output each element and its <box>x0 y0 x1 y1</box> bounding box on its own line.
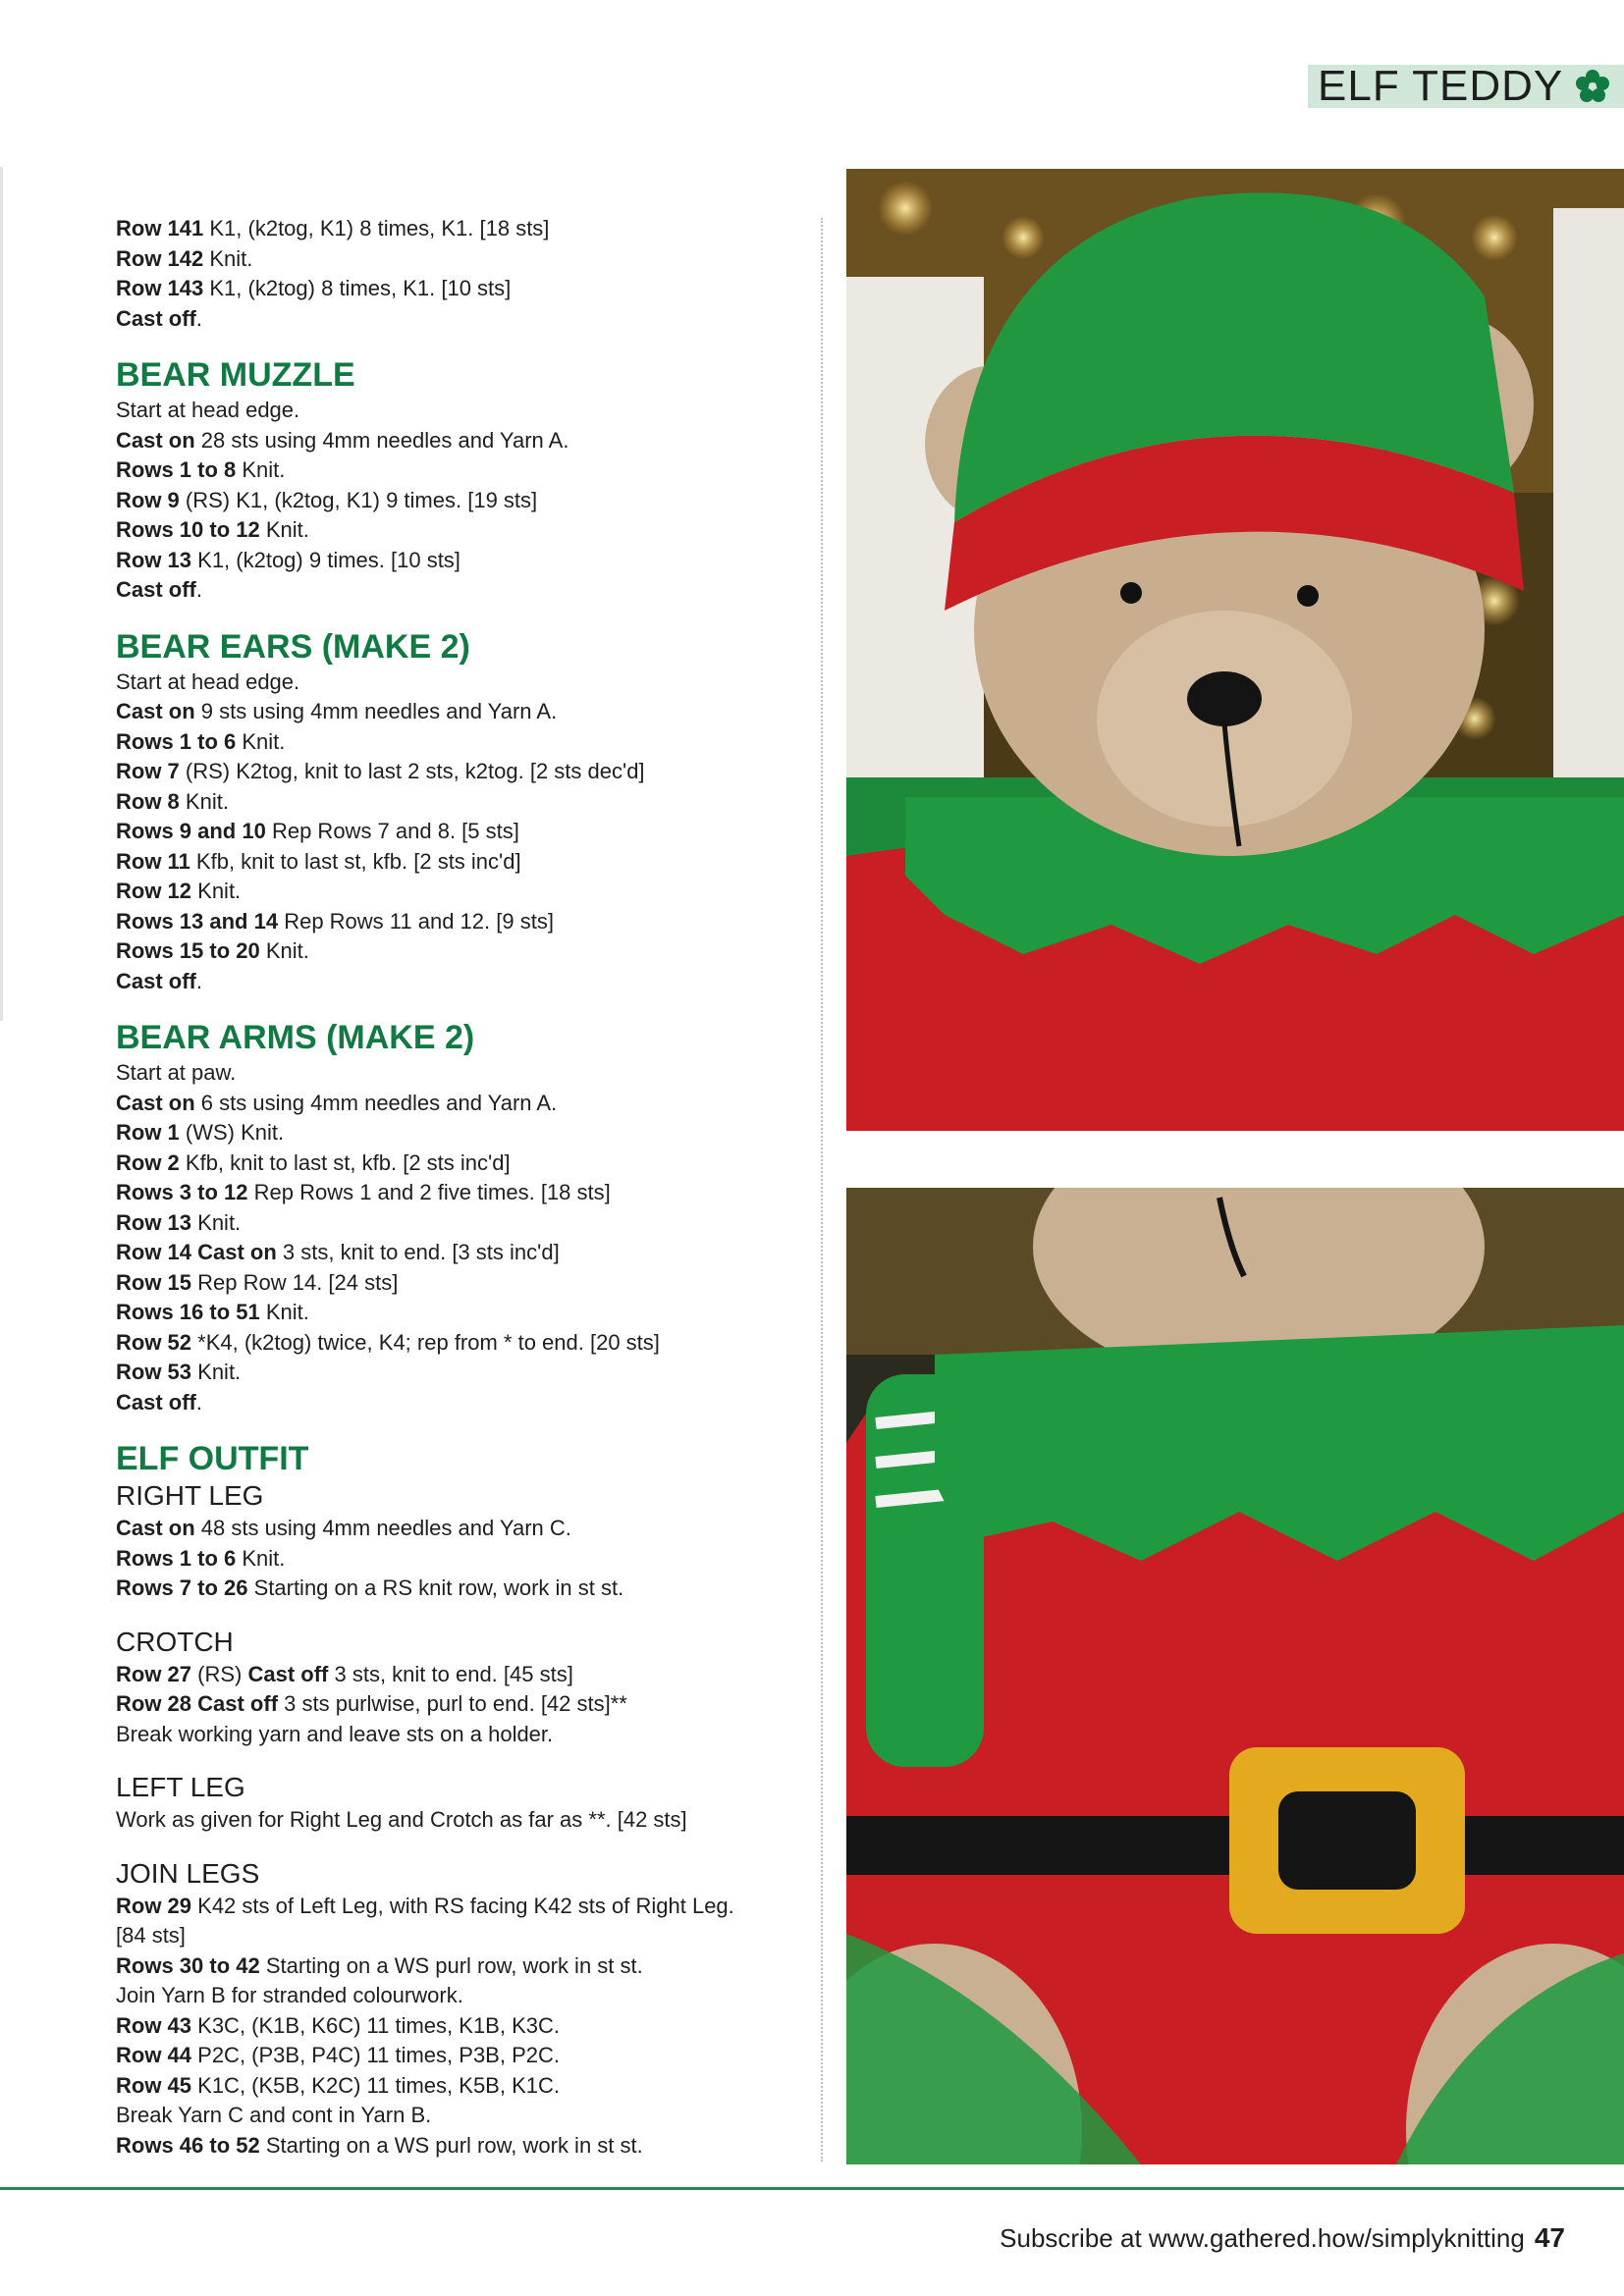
instruction-line <box>116 1805 803 1836</box>
page-number: 47 <box>1534 2222 1565 2253</box>
instruction-text: Starting on a WS purl row, work in st st. <box>259 1952 643 1978</box>
instruction-text: Kfb, knit to last st, kfb. [2 sts inc'd] <box>179 1149 511 1175</box>
instruction-text: 3 sts, knit to end. [45 sts] <box>328 1661 573 1686</box>
row-label: Row 142 <box>116 245 204 271</box>
instruction-line <box>116 515 803 546</box>
instruction-text: Knit. <box>236 1545 286 1571</box>
instruction-text: Knit. <box>259 517 309 542</box>
instruction-line <box>116 1298 803 1328</box>
instruction-line <box>116 1720 803 1750</box>
instruction-line <box>116 757 803 787</box>
row-label: Rows 7 to 26 <box>116 1575 248 1600</box>
section-title: BEAR ARMS (MAKE 2) <box>116 1019 475 1056</box>
row-label: Cast on <box>116 1090 195 1115</box>
row-label: Rows 3 to 12 <box>116 1180 248 1204</box>
instruction-line <box>116 2071 803 2102</box>
section-subtitle: CROTCH <box>116 1626 234 1657</box>
instruction-line <box>116 2101 803 2131</box>
section-elf-outfit <box>116 1439 803 1604</box>
section-bear-arms <box>116 1018 803 1417</box>
row-label: Row 11 <box>116 848 190 874</box>
instruction-line <box>116 1118 803 1148</box>
instruction-line <box>116 1178 803 1208</box>
row-label: Rows 13 and 14 <box>116 908 279 934</box>
instruction-line <box>116 1660 803 1690</box>
row-label: Row 141 <box>116 216 204 240</box>
instruction-line <box>116 1148 803 1179</box>
row-label: Cast off <box>116 305 196 331</box>
row-label: Row 45 <box>116 2072 192 2098</box>
section-head-end <box>116 214 803 334</box>
instruction-text: Break working yarn and leave sts on a holder. <box>116 1721 554 1746</box>
instruction-line <box>116 967 803 997</box>
instruction-text: *K4, (k2tog) twice, K4; rep from * to end. [20 sts] <box>191 1329 660 1355</box>
instruction-line <box>116 396 803 426</box>
instruction-text: Rep Rows 1 and 2 five times. [18 sts] <box>247 1180 611 1204</box>
clover-icon <box>1573 67 1612 106</box>
instruction-text: . <box>195 305 203 331</box>
instruction-text: 3 sts, knit to end. [3 sts inc'd] <box>276 1240 560 1264</box>
row-label: Row 2 <box>116 1149 180 1175</box>
row-label: Row 29 <box>116 1893 192 1918</box>
instruction-line <box>116 877 803 907</box>
instruction-text: Knit. <box>203 245 253 271</box>
instruction-text: Starting on a WS purl row, work in st st. <box>259 2132 643 2158</box>
row-label: Row 13 <box>116 1209 192 1235</box>
section-subtitle: JOIN LEGS <box>116 1857 260 1889</box>
instruction-text: Rep Rows 7 and 8. [5 sts] <box>265 819 519 843</box>
row-label: Row 14 Cast on <box>116 1240 277 1264</box>
instruction-text: Starting on a RS knit row, work in st st. <box>247 1575 624 1600</box>
section-title: ELF OUTFIT <box>116 1440 309 1477</box>
row-label: Row 143 <box>116 276 204 300</box>
instruction-line <box>116 426 803 456</box>
instruction-text: (RS) K2tog, knit to last 2 sts, k2tog. [2 sts dec'd] <box>179 759 645 783</box>
instruction-text: (RS) K1, (k2tog, K1) 9 times. [19 sts] <box>179 487 538 512</box>
instruction-line <box>116 2131 803 2162</box>
row-label: Row 44 <box>116 2043 192 2067</box>
row-label: Cast on <box>116 1516 195 1540</box>
section-left-leg <box>116 1771 803 1836</box>
instruction-line <box>116 2011 803 2042</box>
left-margin-rule <box>0 167 3 1021</box>
row-label: Row 1 <box>116 1120 180 1145</box>
instruction-text: (WS) Knit. <box>179 1120 285 1145</box>
row-label: Cast off <box>116 577 196 602</box>
instruction-line <box>116 727 803 758</box>
section-bear-muzzle <box>116 355 803 606</box>
instruction-line <box>116 936 803 967</box>
instruction-line <box>116 486 803 516</box>
instruction-line <box>116 1268 803 1299</box>
instruction-line <box>116 575 803 606</box>
instruction-line <box>116 1981 803 2011</box>
row-label: Rows 1 to 6 <box>116 1545 237 1571</box>
instruction-text: Knit. <box>236 457 286 482</box>
instruction-text: Knit. <box>236 728 286 754</box>
instruction-line <box>116 1544 803 1575</box>
row-label: Row 8 <box>116 788 180 814</box>
instruction-text: Knit. <box>191 879 242 903</box>
row-label: Cast off <box>247 1661 329 1686</box>
footer <box>1000 2222 1565 2254</box>
instruction-line <box>116 304 803 335</box>
instruction-line <box>116 907 803 937</box>
instruction-text: Join Yarn B for stranded colourwork. <box>116 1983 463 2007</box>
instruction-text: Rep Row 14. [24 sts] <box>191 1269 399 1295</box>
instruction-text: K1, (k2tog, K1) 8 times, K1. [18 sts] <box>203 216 550 240</box>
section-title: BEAR EARS (MAKE 2) <box>116 627 470 666</box>
instruction-line <box>116 1514 803 1544</box>
instruction-text: Start at head edge. <box>116 398 300 422</box>
instruction-line <box>116 1238 803 1268</box>
row-label: Rows 1 to 6 <box>116 728 237 754</box>
instruction-text: Knit. <box>191 1209 242 1235</box>
instruction-line <box>116 214 803 244</box>
instruction-text: P2C, (P3B, P4C) 11 times, P3B, P2C. <box>191 2043 560 2067</box>
column-divider <box>821 218 823 2162</box>
instruction-text: (RS) <box>191 1661 248 1686</box>
instruction-text: . <box>195 968 203 993</box>
instruction-line <box>116 546 803 576</box>
section-subtitle: LEFT LEG <box>116 1772 245 1802</box>
instruction-line <box>116 1951 803 1982</box>
section-bear-ears <box>116 627 803 997</box>
row-label: Row 15 <box>116 1269 192 1295</box>
instruction-text: Break Yarn C and cont in Yarn B. <box>116 2103 432 2127</box>
row-label: Rows 10 to 12 <box>116 517 260 542</box>
instruction-text: . <box>195 1389 203 1415</box>
instruction-text: K1, (k2tog) 9 times. [10 sts] <box>191 547 460 572</box>
instruction-text: 3 sts purlwise, purl to end. [42 sts]** <box>278 1691 627 1716</box>
instruction-text: 48 sts using 4mm needles and Yarn C. <box>194 1516 571 1540</box>
row-label: Row 9 <box>116 487 180 512</box>
row-label: Row 53 <box>116 1360 192 1384</box>
instruction-line <box>116 274 803 304</box>
row-label: Rows 46 to 52 <box>116 2132 260 2158</box>
instruction-text: Work as given for Right Leg and Crotch as far as **. [42 sts] <box>116 1807 687 1832</box>
subscribe-link[interactable]: Subscribe at www.gathered.how/simplyknitting <box>1000 2223 1525 2253</box>
instruction-line <box>116 817 803 847</box>
instruction-text: K1, (k2tog) 8 times, K1. [10 sts] <box>203 276 512 300</box>
instruction-line <box>116 1388 803 1418</box>
section-title: BEAR MUZZLE <box>116 356 355 394</box>
row-label: Cast off <box>116 968 196 993</box>
section-subtitle: RIGHT LEG <box>116 1480 264 1511</box>
instruction-text: 6 sts using 4mm needles and Yarn A. <box>194 1090 558 1115</box>
instruction-text: Knit. <box>259 938 309 963</box>
instruction-line <box>116 244 803 275</box>
instruction-line <box>116 667 803 698</box>
instruction-text: [84 sts] <box>116 1923 186 1948</box>
row-label: Rows 30 to 42 <box>116 1952 260 1978</box>
instruction-line <box>116 787 803 818</box>
instruction-line <box>116 697 803 727</box>
section-crotch <box>116 1626 803 1750</box>
row-label: Cast on <box>116 699 195 723</box>
instruction-text: Kfb, knit to last st, kfb. [2 sts inc'd] <box>189 848 521 874</box>
row-label: Row 28 Cast off <box>116 1691 279 1716</box>
instruction-line <box>116 2041 803 2071</box>
photo-teddy-outfit <box>846 1188 1624 2164</box>
footer-rule <box>0 2187 1624 2190</box>
instruction-text: Start at paw. <box>116 1060 237 1085</box>
row-label: Row 13 <box>116 547 192 572</box>
instruction-text: 9 sts using 4mm needles and Yarn A. <box>194 699 558 723</box>
instruction-text: 28 sts using 4mm needles and Yarn A. <box>194 427 569 453</box>
instruction-line <box>116 1689 803 1720</box>
instruction-line <box>116 1328 803 1359</box>
row-label: Row 12 <box>116 879 192 903</box>
instruction-line <box>116 455 803 486</box>
page-title: ELF TEDDY <box>1318 62 1564 110</box>
instruction-line <box>116 1358 803 1388</box>
instruction-line <box>116 1892 803 1922</box>
row-label: Rows 9 and 10 <box>116 819 266 843</box>
instruction-line <box>116 1089 803 1119</box>
instruction-text: Start at head edge. <box>116 668 300 694</box>
instruction-text: K1C, (K5B, K2C) 11 times, K5B, K1C. <box>191 2072 560 2098</box>
instruction-text: Rep Rows 11 and 12. [9 sts] <box>278 908 554 934</box>
section-join-legs <box>116 1857 803 2162</box>
row-label: Rows 1 to 8 <box>116 457 237 482</box>
row-label: Cast on <box>116 427 195 453</box>
row-label: Cast off <box>116 1389 196 1415</box>
pattern-instructions <box>116 214 803 2161</box>
row-label: Rows 15 to 20 <box>116 938 260 963</box>
header-tab <box>1308 62 1624 110</box>
instruction-text: K3C, (K1B, K6C) 11 times, K1B, K3C. <box>191 2012 560 2038</box>
instruction-text: Knit. <box>179 788 229 814</box>
photo-teddy-head <box>846 169 1624 1131</box>
instruction-text: K42 sts of Left Leg, with RS facing K42 sts of Right Leg. <box>191 1893 734 1918</box>
row-label: Row 52 <box>116 1329 192 1355</box>
instruction-line <box>116 1921 803 1951</box>
instruction-line <box>116 847 803 878</box>
row-label: Rows 16 to 51 <box>116 1300 260 1324</box>
instruction-line <box>116 1208 803 1239</box>
row-label: Row 43 <box>116 2012 192 2038</box>
instruction-line <box>116 1574 803 1604</box>
row-label: Row 27 <box>116 1661 192 1686</box>
instruction-text: . <box>195 577 203 602</box>
instruction-line <box>116 1058 803 1089</box>
instruction-text: Knit. <box>259 1300 309 1324</box>
instruction-text: Knit. <box>191 1360 242 1384</box>
row-label: Row 7 <box>116 759 180 783</box>
